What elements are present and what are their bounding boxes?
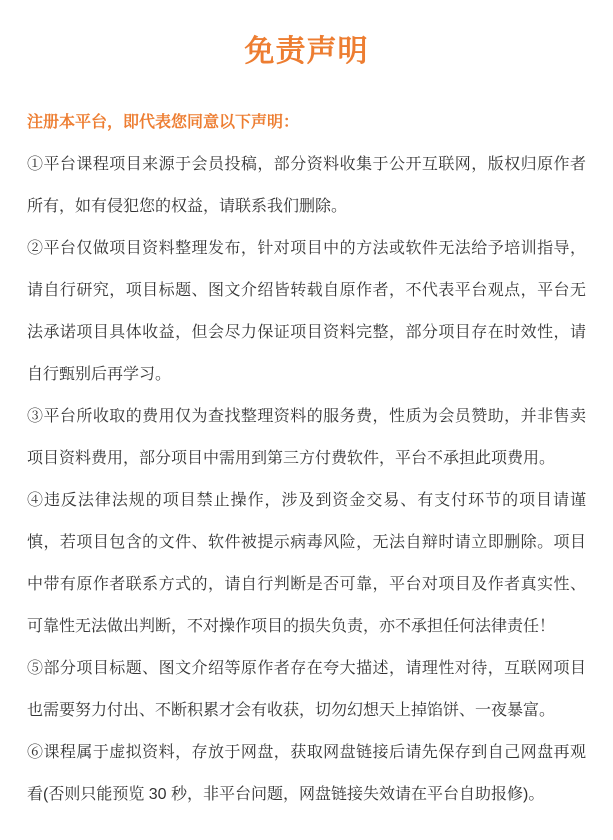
disclaimer-paragraph-1: ①平台课程项目来源于会员投稿，部分资料收集于公开互联网，版权归原作者所有，如有侵犯您的权益，请联系我们删除。 [27,156,586,215]
page-title: 免责声明 [244,35,369,68]
disclaimer-paragraph-6: ⑥课程属于虚拟资料，存放于网盘，获取网盘链接后请先保存到自己网盘再观看(否则只能预览 30 秒，非平台问题，网盘链接失效请在平台自助报修)。 [27,744,586,803]
disclaimer-paragraph-4: ④违反法律法规的项目禁止操作，涉及到资金交易、有支付环节的项目请谨慎，若项目包含的文件、软件被提示病毒风险，无法自辩时请立即删除。项目中带有原作者联系方式的，请自行判断是否可靠，平台对项目及作者真实性、可靠性无法做出判断，不对操作项目的损失负责，亦不承担任何法律责任！ [27,492,586,635]
disclaimer-paragraph-2: ②平台仅做项目资料整理发布，针对项目中的方法或软件无法给予培训指导，请自行研究，项目标题、图文介绍皆转载自原作者，不代表平台观点，平台无法承诺项目具体收益，但会尽力保证项目资料完整，部分项目存在时效性，请自行甄别后再学习。 [27,240,586,383]
disclaimer-paragraph-5: ⑤部分项目标题、图文介绍等原作者存在夸大描述，请理性对待，互联网项目也需要努力付出、不断积累才会有收获，切勿幻想天上掉馅饼、一夜暴富。 [27,660,586,719]
disclaimer-intro: 注册本平台，即代表您同意以下声明： [27,114,300,131]
disclaimer-body [0,102,613,816]
disclaimer-paragraph-3: ③平台所收取的费用仅为查找整理资料的服务费，性质为会员赞助，并非售卖项目资料费用，部分项目中需用到第三方付费软件，平台不承担此项费用。 [27,408,586,467]
